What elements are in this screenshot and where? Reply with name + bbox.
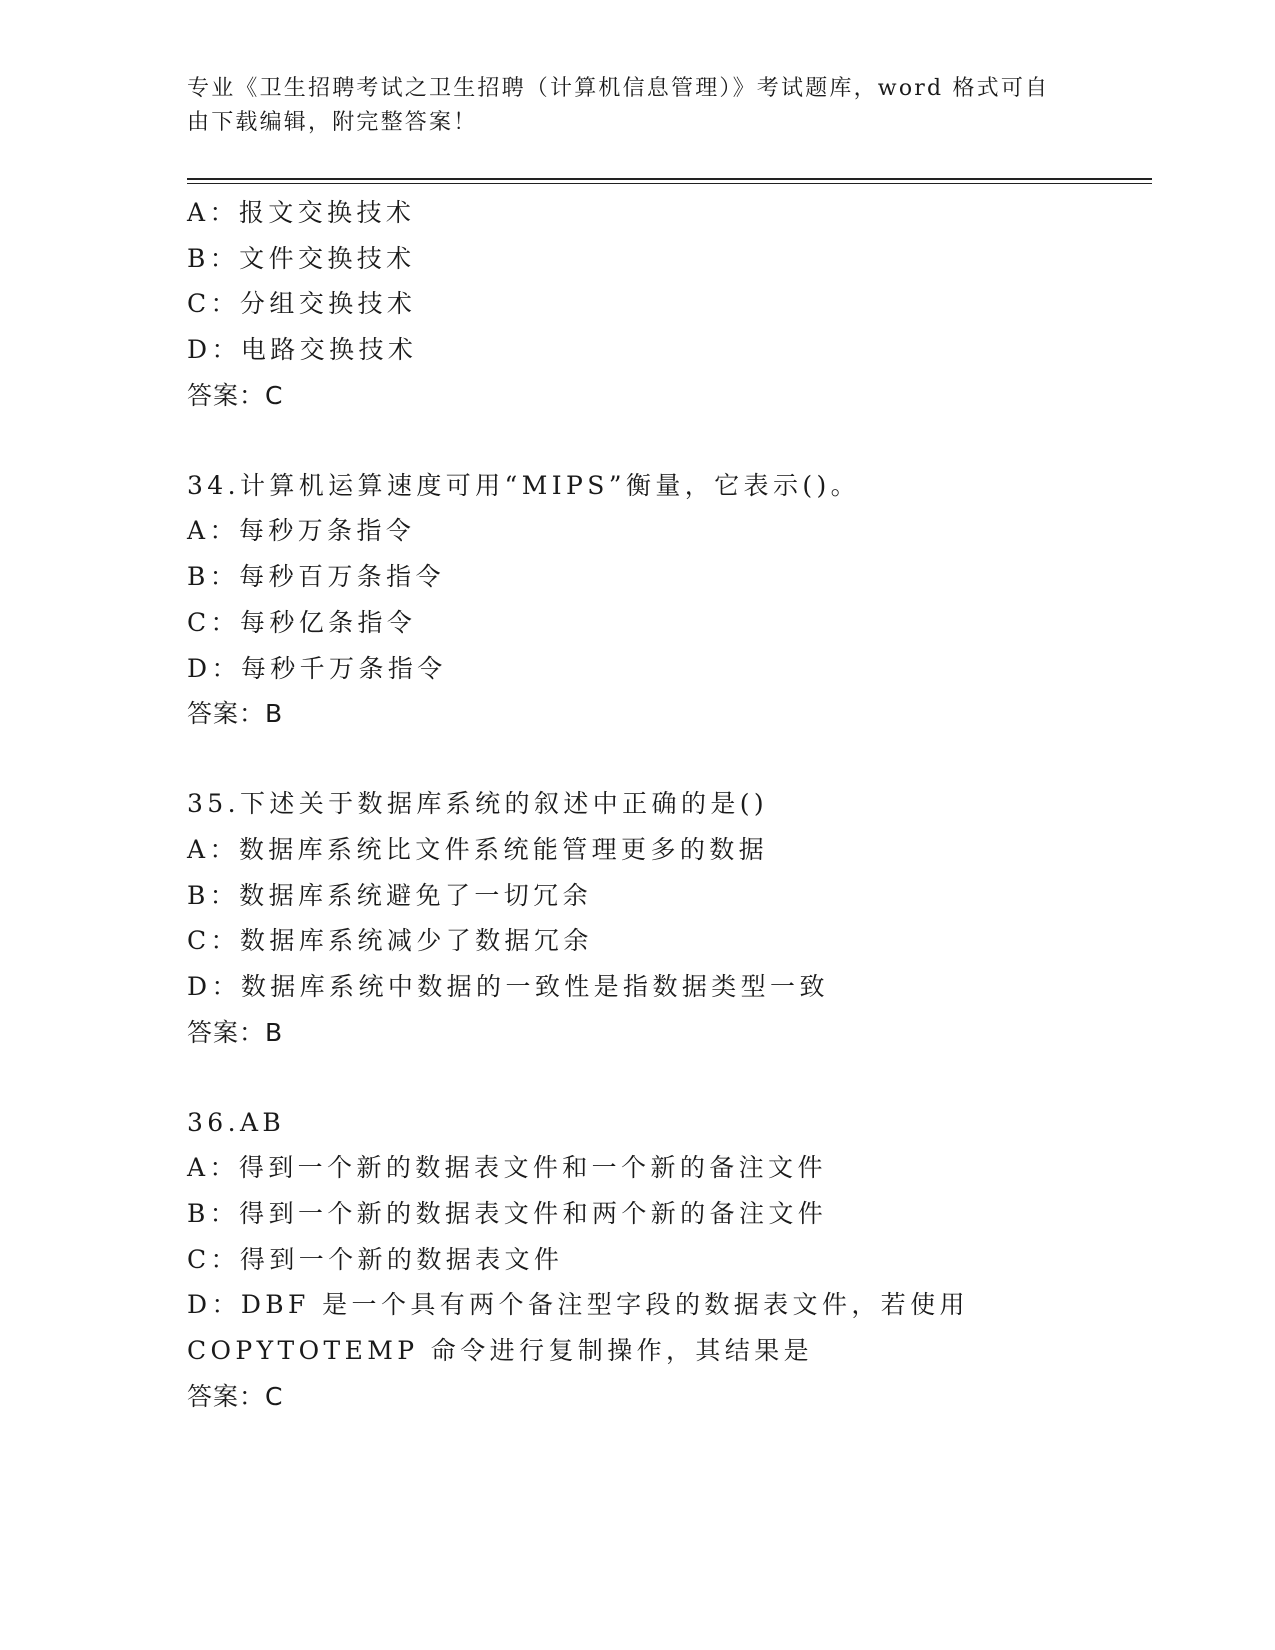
option-b: B：每秒百万条指令 xyxy=(187,562,445,592)
option-d: D：电路交换技术 xyxy=(187,335,418,365)
spacer xyxy=(187,419,1152,463)
option-c: C：分组交换技术 xyxy=(187,289,417,319)
option-c: C：数据库系统减少了数据冗余 xyxy=(187,926,593,956)
spacer xyxy=(187,1056,1152,1100)
option-a: A：报文交换技术 xyxy=(187,198,416,227)
option-c: C：得到一个新的数据表文件 xyxy=(187,1244,564,1274)
question-stem: 34.计算机运算速度可用“MIPS”衡量，它表示()。 xyxy=(187,470,861,500)
header-rule-thin xyxy=(187,183,1152,184)
intro-text: 专业《卫生招聘考试之卫生招聘（计算机信息管理）》考试题库，word 格式可自由下载编辑，附完整答案！ xyxy=(187,76,1050,135)
option-a: A：每秒万条指令 xyxy=(187,516,416,546)
question-stem: 36.AB xyxy=(187,1107,286,1137)
spacer xyxy=(187,737,1152,781)
option-b: B：文件交换技术 xyxy=(187,243,416,273)
answer-line: 答案：C xyxy=(187,380,284,410)
question-block-36 xyxy=(187,1100,1152,1420)
answer-line: 答案：B xyxy=(187,1017,284,1047)
header-rule-thick xyxy=(187,178,1152,180)
option-b: B：数据库系统避免了一切冗余 xyxy=(187,880,592,910)
answer-line: 答案：C xyxy=(187,1381,284,1411)
question-list xyxy=(187,190,1152,1420)
question-block-35 xyxy=(187,781,1152,1055)
option-a: A：数据库系统比文件系统能管理更多的数据 xyxy=(187,834,769,864)
option-d: D：数据库系统中数据的一致性是指数据类型一致 xyxy=(187,971,829,1001)
option-a: A：得到一个新的数据表文件和一个新的备注文件 xyxy=(187,1153,827,1183)
option-d: D：DBF 是一个具有两个备注型字段的数据表文件，若使用 COPYTOTEMP 命令进行复制操作，其结果是 xyxy=(187,1290,969,1366)
answer-line: 答案：B xyxy=(187,699,284,729)
question-stem: 35.下述关于数据库系统的叙述中正确的是() xyxy=(187,789,769,819)
question-block-34 xyxy=(187,463,1152,737)
option-b: B：得到一个新的数据表文件和两个新的备注文件 xyxy=(187,1199,828,1228)
option-c: C：每秒亿条指令 xyxy=(187,607,417,637)
question-block-33 xyxy=(187,190,1152,419)
option-d: D：每秒千万条指令 xyxy=(187,653,447,683)
